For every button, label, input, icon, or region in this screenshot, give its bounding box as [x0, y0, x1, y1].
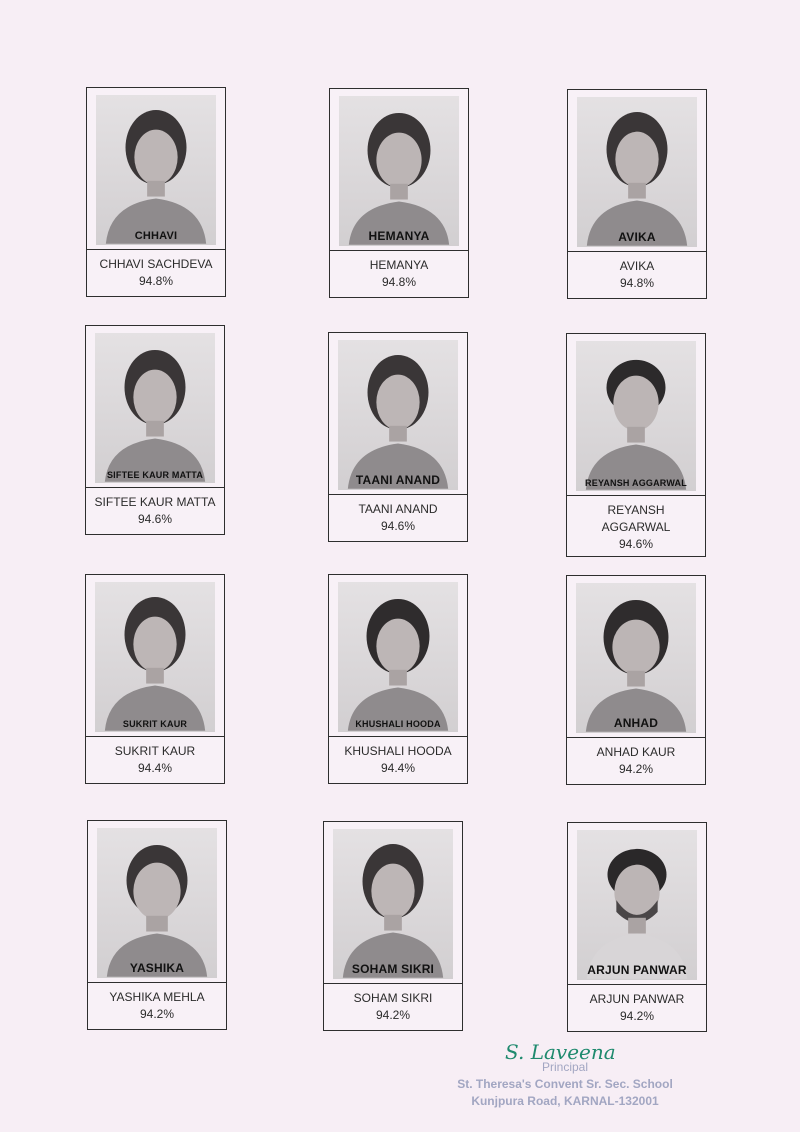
stamp-school-name: St. Theresa's Convent Sr. Sec. School — [457, 1077, 673, 1091]
student-card — [86, 87, 226, 297]
student-photo — [338, 340, 458, 490]
student-name: ARJUN PANWAR — [589, 992, 685, 1006]
student-name: SIFTEE KAUR MATTA — [94, 495, 216, 509]
photo-caption: YASHIKA — [129, 961, 185, 975]
student-name: AVIKA — [619, 259, 655, 273]
student-photo — [339, 96, 459, 246]
student-card — [328, 574, 468, 784]
student-name: SOHAM SIKRI — [353, 991, 433, 1005]
student-photo — [95, 333, 215, 483]
student-percentage: 94.2% — [619, 1009, 655, 1023]
student-card — [87, 820, 227, 1030]
photo-caption: SUKRIT KAUR — [122, 719, 188, 729]
photo-caption: ARJUN PANWAR — [587, 963, 687, 977]
student-photo — [577, 97, 697, 247]
student-name: KHUSHALI HOODA — [344, 744, 452, 758]
student-name: TAANI ANAND — [358, 502, 438, 516]
photo-caption: HEMANYA — [368, 229, 430, 243]
student-photo — [97, 828, 217, 978]
student-percentage: 94.6% — [618, 537, 654, 551]
student-card — [567, 89, 707, 299]
stamp-title: Principal — [541, 1060, 589, 1074]
student-card — [566, 333, 706, 557]
student-percentage: 94.2% — [618, 762, 654, 776]
principal-signature: S. Laveena — [505, 1040, 616, 1064]
student-percentage: 94.6% — [380, 519, 416, 533]
student-card — [567, 822, 707, 1032]
student-card — [329, 88, 469, 298]
student-card — [85, 574, 225, 784]
photo-caption: ANHAD — [613, 716, 659, 730]
student-percentage: 94.2% — [375, 1008, 411, 1022]
student-card — [85, 325, 225, 535]
student-photo — [95, 582, 215, 732]
student-photo — [96, 95, 216, 245]
student-percentage: 94.4% — [380, 761, 416, 775]
photo-caption: SOHAM SIKRI — [351, 962, 435, 976]
student-photo — [576, 341, 696, 491]
photo-caption: REYANSH AGGARWAL — [585, 478, 687, 488]
student-name: HEMANYA — [369, 258, 429, 272]
student-percentage: 94.6% — [137, 512, 173, 526]
student-name: ANHAD KAUR — [596, 745, 676, 759]
student-name: YASHIKA MEHLA — [109, 990, 205, 1004]
student-name: SUKRIT KAUR — [114, 744, 196, 758]
student-percentage: 94.4% — [137, 761, 173, 775]
student-percentage: 94.8% — [619, 276, 655, 290]
student-photo — [333, 829, 453, 979]
photo-caption: TAANI ANAND — [355, 473, 441, 487]
stamp-address: Kunjpura Road, KARNAL-132001 — [471, 1094, 659, 1108]
photo-caption: CHHAVI — [134, 230, 178, 242]
student-percentage: 94.8% — [381, 275, 417, 289]
photo-caption: KHUSHALI HOODA — [355, 719, 441, 729]
student-percentage: 94.2% — [139, 1007, 175, 1021]
student-card — [566, 575, 706, 785]
photo-caption: SIFTEE KAUR MATTA — [106, 470, 204, 480]
student-name: REYANSH AGGARWAL — [601, 503, 671, 534]
student-photo — [576, 583, 696, 733]
student-card — [323, 821, 463, 1031]
student-name: CHHAVI SACHDEVA — [99, 257, 213, 271]
photo-caption: AVIKA — [618, 230, 656, 244]
student-photo — [577, 830, 697, 980]
student-photo — [338, 582, 458, 732]
student-percentage: 94.8% — [138, 274, 174, 288]
student-card — [328, 332, 468, 542]
